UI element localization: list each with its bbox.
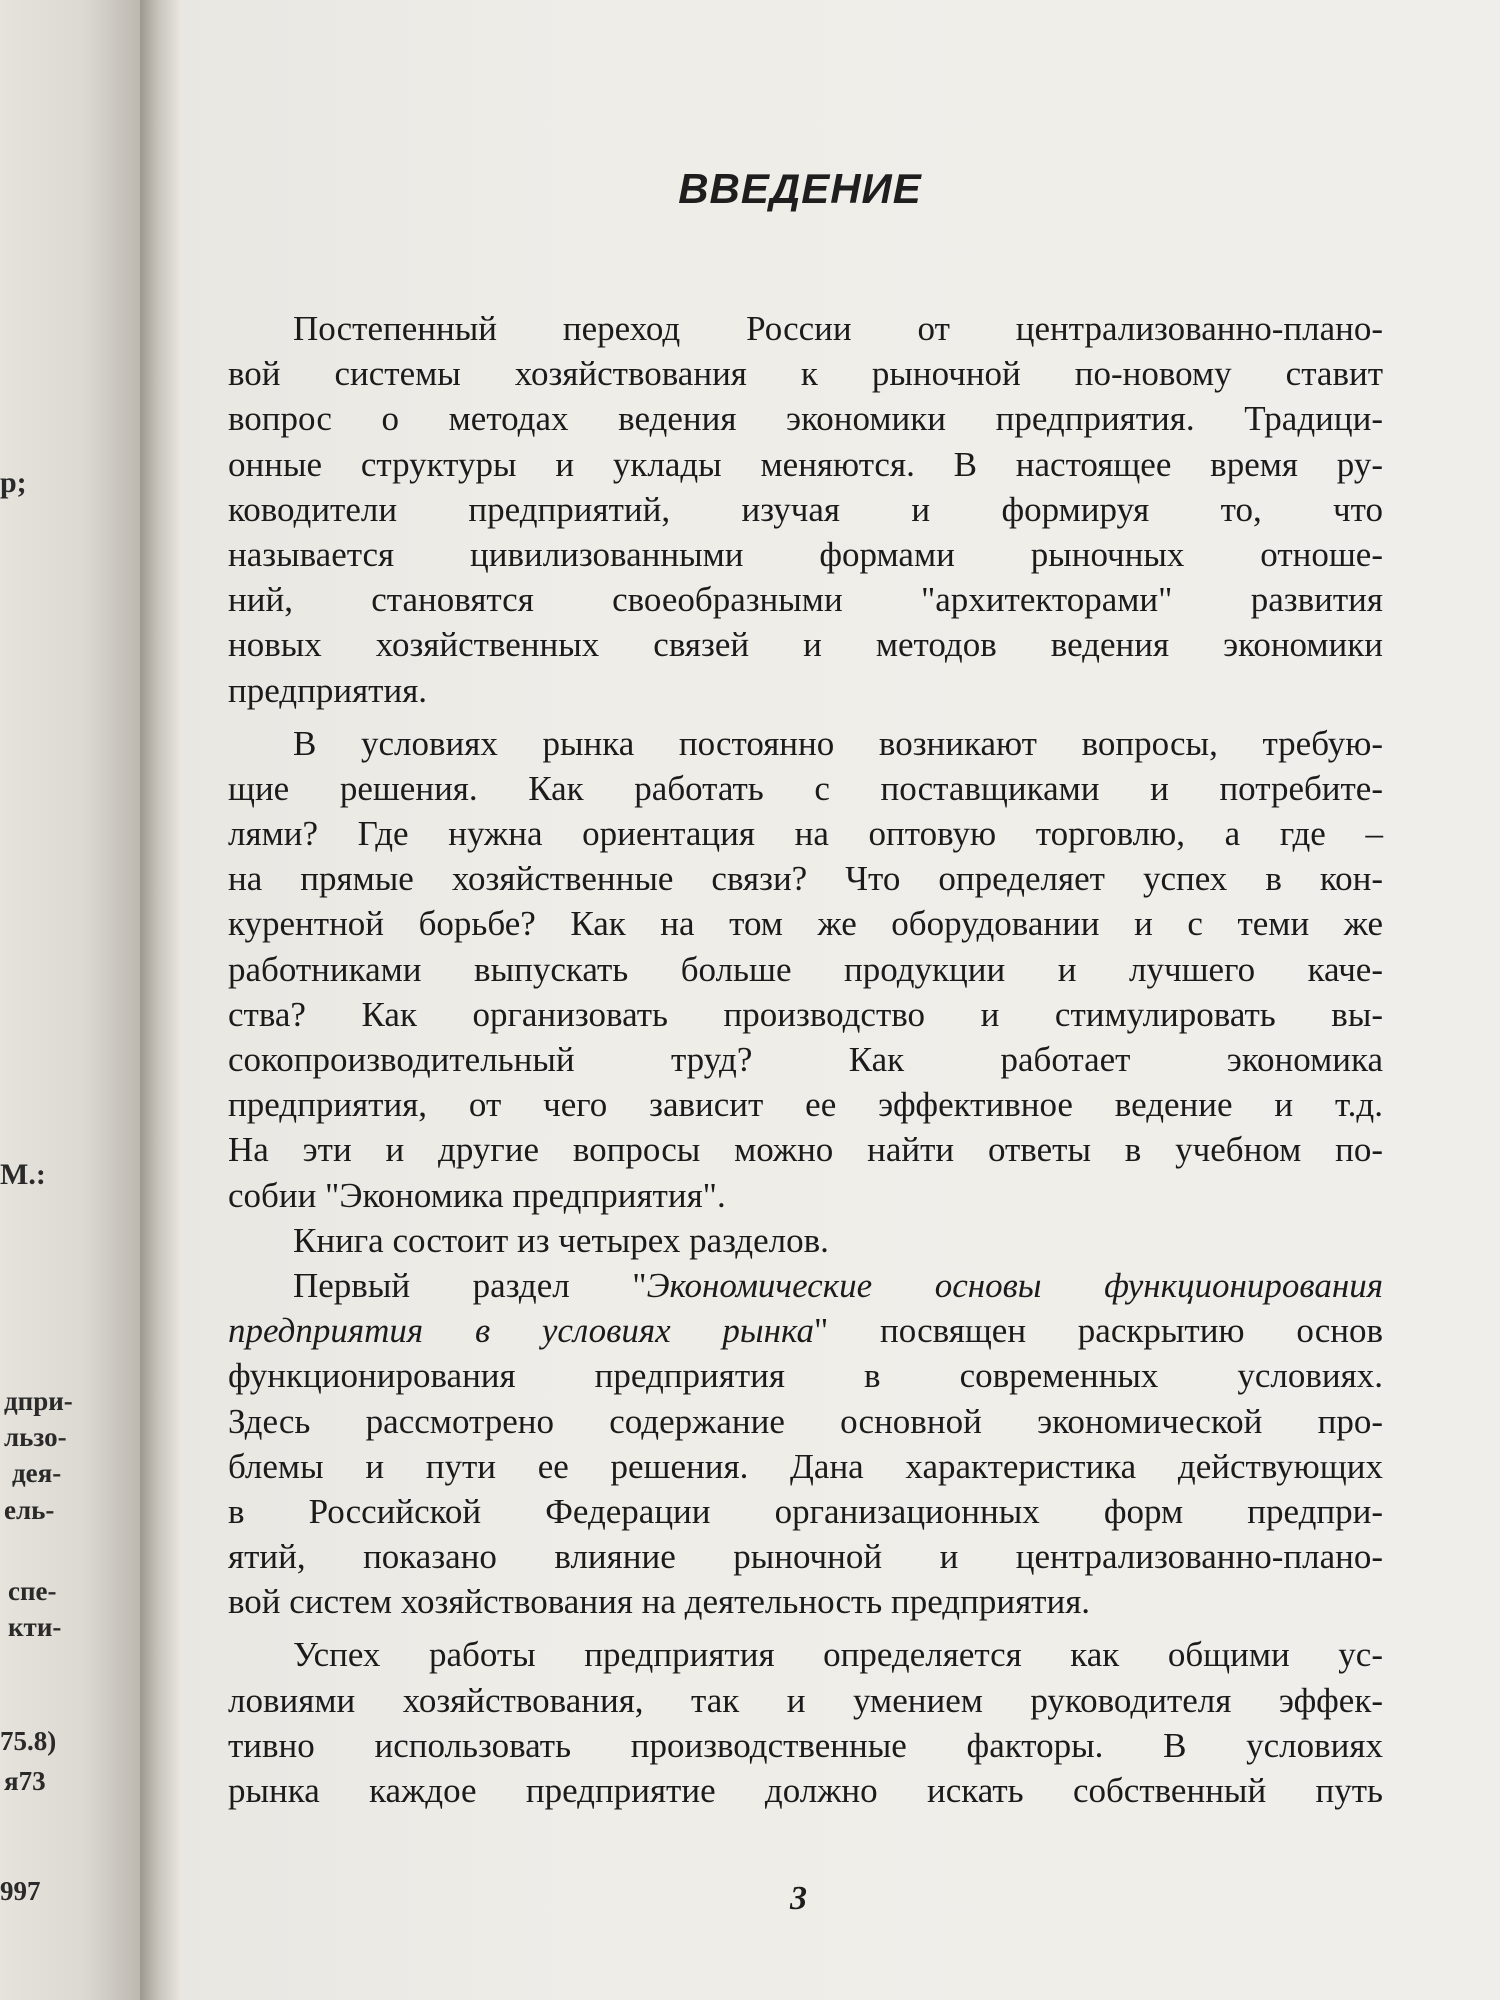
left-page [0, 0, 140, 2000]
text-line: щие решения. Как работать с поставщиками и потребите- [228, 768, 1383, 808]
left-page-fragment: дея- [12, 1458, 62, 1488]
text-line: ний, становятся своеобразными "архитекторами" развития [228, 580, 1383, 620]
left-page-fragment: кти- [8, 1612, 62, 1642]
page-number: 3 [790, 1880, 807, 1917]
text-line: вой систем хозяйствования на деятельность предприятия. [228, 1582, 1091, 1622]
text-line: Успех работы предприятия определяется как общими ус- [293, 1635, 1383, 1675]
text-line: предприятия. [228, 670, 428, 710]
book-gutter [140, 0, 180, 2000]
text-line: функционирования предприятия в современных условиях. [228, 1356, 1383, 1396]
text-line: в Российской Федерации организационных форм предпри- [228, 1491, 1383, 1531]
text-line: вой системы хозяйствования к рыночной по-новому ставит [228, 354, 1383, 394]
text-line: ства? Как организовать производство и стимулировать вы- [228, 994, 1383, 1034]
left-page-fragment: льзо- [4, 1422, 67, 1452]
text-line: онные структуры и уклады меняются. В настоящее время ру- [228, 444, 1383, 484]
text-line: предприятия, от чего зависит ее эффективное ведение и т.д. [228, 1085, 1383, 1125]
text-line: блемы и пути ее решения. Дана характеристика действующих [228, 1446, 1383, 1486]
text-line: называется цивилизованными формами рыночных отноше- [228, 534, 1383, 574]
section-title-italic: Экономические основы функционирования [646, 1265, 1383, 1305]
text-line: ятий, показано влияние рыночной и централизованно-плано- [228, 1537, 1383, 1577]
text-line: новых хозяйственных связей и методов ведения экономики [228, 625, 1383, 665]
chapter-heading: ВВЕДЕНИЕ [678, 165, 922, 212]
text-line: Постепенный переход России от централизованно-плано- [293, 309, 1383, 348]
text-fragment: " посвящен раскрытию основ [813, 1311, 1383, 1351]
text-line: Здесь рассмотрено содержание основной экономической про- [228, 1401, 1383, 1441]
left-page-fragment: спе- [8, 1576, 57, 1606]
text-line: вопрос о методах ведения экономики предприятия. Традици- [228, 399, 1383, 439]
text-line: В условиях рынка постоянно возникают вопросы, требую- [293, 723, 1383, 763]
text-line [228, 1308, 1383, 1353]
text-line: сокопроизводительный труд? Как работает экономика [228, 1040, 1383, 1079]
text-line: работниками выпускать больше продукции и лучшего каче- [228, 949, 1383, 989]
left-page-fragment: 997 [0, 1876, 41, 1906]
text-line: ководители предприятий, изучая и формируя то, что [228, 489, 1383, 529]
left-page-fragment: ель- [4, 1495, 55, 1525]
text-line: ловиями хозяйствования, так и умением руководителя эффек- [228, 1680, 1383, 1720]
text-line: тивно использовать производственные факторы. В условиях [228, 1725, 1383, 1765]
left-page-fragment: 75.8) [0, 1726, 57, 1756]
text-line: лями? Где нужна ориентация на оптовую торговлю, а где – [228, 814, 1383, 854]
section-title-italic: предприятия в условиях рынка [228, 1311, 814, 1351]
text-fragment: Первый раздел " [293, 1265, 647, 1305]
text-line: собии "Экономика предприятия". [228, 1175, 726, 1215]
text-line: На эти и другие вопросы можно найти ответы в учебном по- [228, 1130, 1383, 1170]
left-page-fragment: М.: [0, 1158, 46, 1191]
left-page-fragment: р; [0, 466, 27, 499]
text-line: курентной борьбе? Как на том же оборудовании и с теми же [228, 904, 1383, 944]
text-line [228, 1263, 1383, 1308]
left-page-fragment: я73 [4, 1766, 46, 1796]
body-text [228, 306, 1383, 1813]
left-page-fragment: дпри- [4, 1386, 73, 1416]
text-line: Книга состоит из четырех разделов. [293, 1220, 829, 1260]
text-line: на прямые хозяйственные связи? Что определяет успех в кон- [228, 859, 1383, 899]
text-line: рынка каждое предприятие должно искать собственный путь [228, 1771, 1383, 1810]
